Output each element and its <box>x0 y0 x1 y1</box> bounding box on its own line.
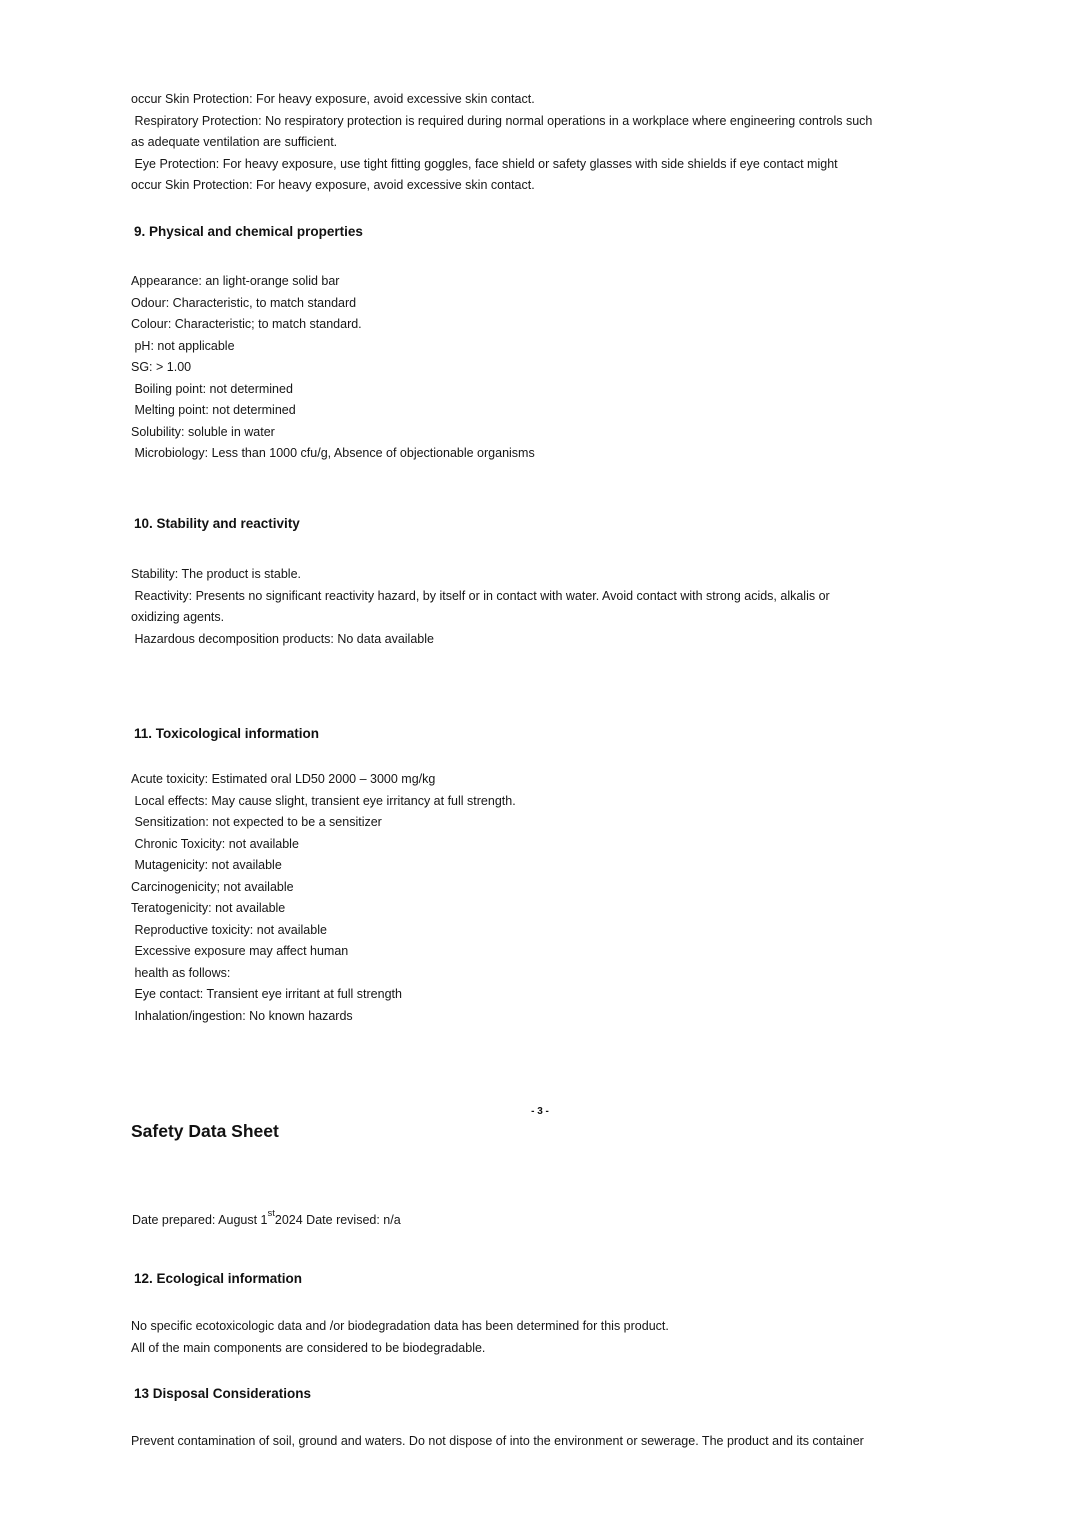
page-number: - 3 - <box>531 1106 549 1117</box>
text-line: Inhalation/ingestion: No known hazards <box>131 1009 353 1024</box>
text-line: Local effects: May cause slight, transient eye irritancy at full strength. <box>131 793 516 808</box>
text-line: oxidizing agents. <box>131 610 225 625</box>
text-line: Stability: The product is stable. <box>131 567 301 581</box>
text-line: Carcinogenicity; not available <box>131 879 294 894</box>
text-line: Melting point: not determined <box>131 403 296 418</box>
date-line <box>132 1208 401 1231</box>
text-line: All of the main components are considered to be biodegradable. <box>131 1340 486 1355</box>
text-line: Reproductive toxicity: not available <box>131 922 327 937</box>
section13-heading: 13 Disposal Considerations <box>134 1386 312 1401</box>
text-line: Appearance: an light-orange solid bar <box>131 274 340 288</box>
text-line: Odour: Characteristic, to match standard <box>131 295 357 310</box>
section12-body <box>131 1316 669 1359</box>
text-line: Acute toxicity: Estimated oral LD50 2000 – 3000 mg/kg <box>131 772 436 786</box>
text-line: Reactivity: Presents no significant reactivity hazard, by itself or in contact with water. Avoid contact with strong acids, alkalis or <box>131 588 830 603</box>
text-line: Microbiology: Less than 1000 cfu/g, Absence of objectionable organisms <box>131 446 535 461</box>
text-line: Teratogenicity: not available <box>131 901 286 916</box>
section8-continuation-paragraph <box>131 89 872 197</box>
section11-body <box>131 769 516 1028</box>
text-line: Eye contact: Transient eye irritant at full strength <box>131 987 402 1002</box>
text-line: Boiling point: not determined <box>131 381 293 396</box>
section12-heading: 12. Ecological information <box>134 1271 303 1286</box>
page-title: Safety Data Sheet <box>131 1121 279 1141</box>
text-line: Chronic Toxicity: not available <box>131 836 299 851</box>
text-line: as adequate ventilation are sufficient. <box>131 135 338 150</box>
text-line: Excessive exposure may affect human <box>131 944 349 959</box>
text-line: No specific ecotoxicologic data and /or biodegradation data has been determined for this product. <box>131 1319 669 1333</box>
section9-body <box>131 271 535 465</box>
section10-heading: 10. Stability and reactivity <box>134 516 300 531</box>
text-line: Mutagenicity: not available <box>131 858 282 873</box>
date-prepared-text: Date prepared: August 1 <box>132 1213 268 1227</box>
text-line: Eye Protection: For heavy exposure, use tight fitting goggles, face shield or safety glasses with side shields if eye contact might <box>131 156 838 171</box>
section10-body <box>131 564 830 650</box>
section9-heading: 9. Physical and chemical properties <box>134 224 363 239</box>
text-line: Respiratory Protection: No respiratory protection is required during normal operations in a workplace where engineering controls such <box>131 113 873 128</box>
text-line: Prevent contamination of soil, ground and waters. Do not dispose of into the environment or sewerage. The product and its container <box>131 1434 864 1448</box>
text-line: pH: not applicable <box>131 338 235 353</box>
date-revised-text: 2024 Date revised: n/a <box>274 1213 401 1227</box>
text-line: Hazardous decomposition products: No data available <box>131 631 434 646</box>
section13-body <box>131 1431 864 1453</box>
section11-heading: 11. Toxicological information <box>134 726 320 741</box>
text-line: occur Skin Protection: For heavy exposure, avoid excessive skin contact. <box>131 92 535 106</box>
text-line: Solubility: soluble in water <box>131 424 275 439</box>
text-line: SG: > 1.00 <box>131 360 192 375</box>
date-ordinal-superscript: st <box>267 1208 275 1219</box>
text-line: Sensitization: not expected to be a sensitizer <box>131 815 382 830</box>
text-line: Colour: Characteristic; to match standard. <box>131 317 362 332</box>
text-line: occur Skin Protection: For heavy exposure, avoid excessive skin contact. <box>131 178 535 193</box>
text-line: health as follows: <box>131 965 231 980</box>
